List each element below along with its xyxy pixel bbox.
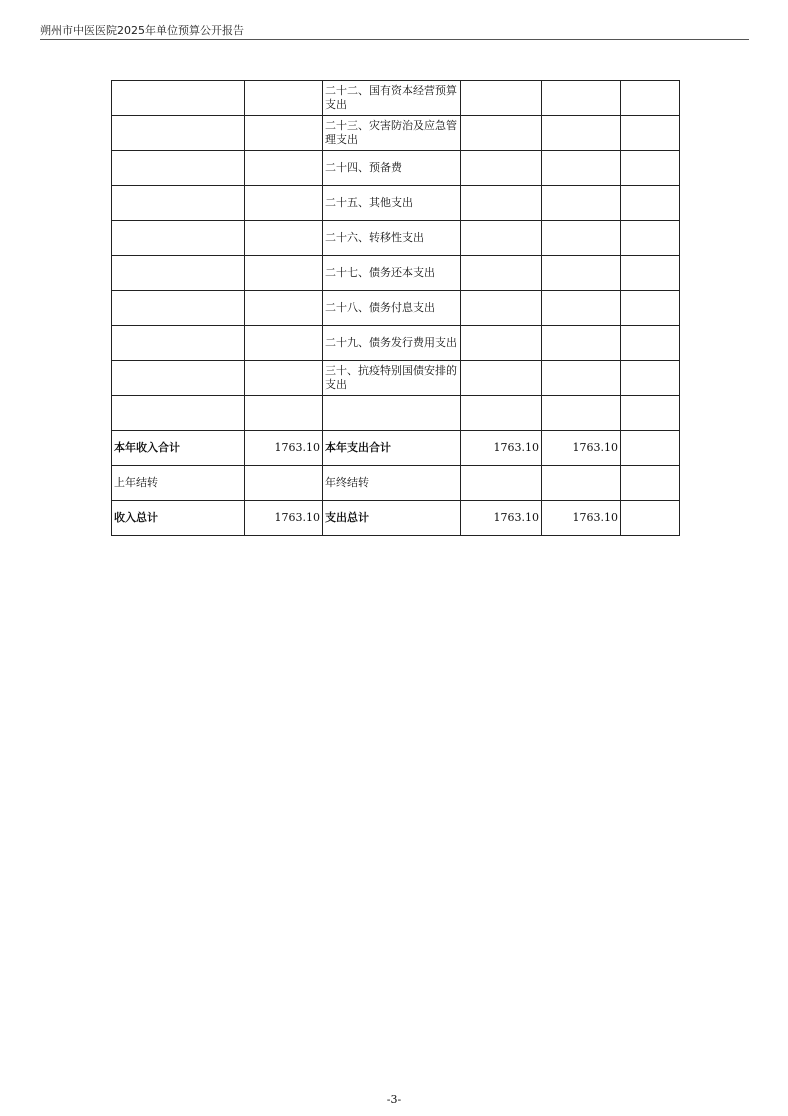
report-header-title: 朔州市中医医院2025年单位预算公开报告	[40, 24, 244, 37]
expense-item-label: 二十九、债务发行费用支出	[323, 326, 461, 361]
table-row	[112, 291, 680, 326]
expense-item-label: 二十二、国有资本经营预算支出	[323, 81, 461, 116]
table-row	[112, 361, 680, 396]
expense-grand-total-label: 支出总计	[323, 501, 461, 536]
table-row	[112, 81, 680, 116]
expense-grand-total-value-2: 1763.10	[542, 501, 621, 536]
table-row	[112, 256, 680, 291]
page-number: -3-	[386, 1093, 402, 1106]
table-row-blank	[112, 396, 680, 431]
income-grand-total-label: 收入总计	[112, 501, 245, 536]
expense-item-label: 二十五、其他支出	[323, 186, 461, 221]
budget-table	[111, 80, 680, 536]
expense-year-total-value-2: 1763.10	[542, 431, 621, 466]
income-year-total-value: 1763.10	[245, 431, 323, 466]
expense-item-label: 二十六、转移性支出	[323, 221, 461, 256]
expense-item-label: 三十、抗疫特别国债安排的支出	[323, 361, 461, 396]
expense-item-label: 二十四、预备费	[323, 151, 461, 186]
header-divider	[40, 39, 749, 40]
table-row	[112, 326, 680, 361]
expense-item-label: 二十七、债务还本支出	[323, 256, 461, 291]
table-row	[112, 186, 680, 221]
income-year-total-label: 本年收入合计	[112, 431, 245, 466]
carryover-in-label: 上年结转	[112, 466, 245, 501]
expense-item-label: 二十三、灾害防治及应急管理支出	[323, 116, 461, 151]
table-row	[112, 116, 680, 151]
carryover-out-label: 年终结转	[323, 466, 461, 501]
table-row	[112, 221, 680, 256]
expense-item-label: 二十八、债务付息支出	[323, 291, 461, 326]
expense-year-total-value-1: 1763.10	[461, 431, 542, 466]
table-row	[112, 151, 680, 186]
expense-grand-total-value-1: 1763.10	[461, 501, 542, 536]
grand-total-row	[112, 501, 680, 536]
carryover-row	[112, 466, 680, 501]
income-grand-total-value: 1763.10	[245, 501, 323, 536]
year-total-row	[112, 431, 680, 466]
expense-year-total-label: 本年支出合计	[323, 431, 461, 466]
